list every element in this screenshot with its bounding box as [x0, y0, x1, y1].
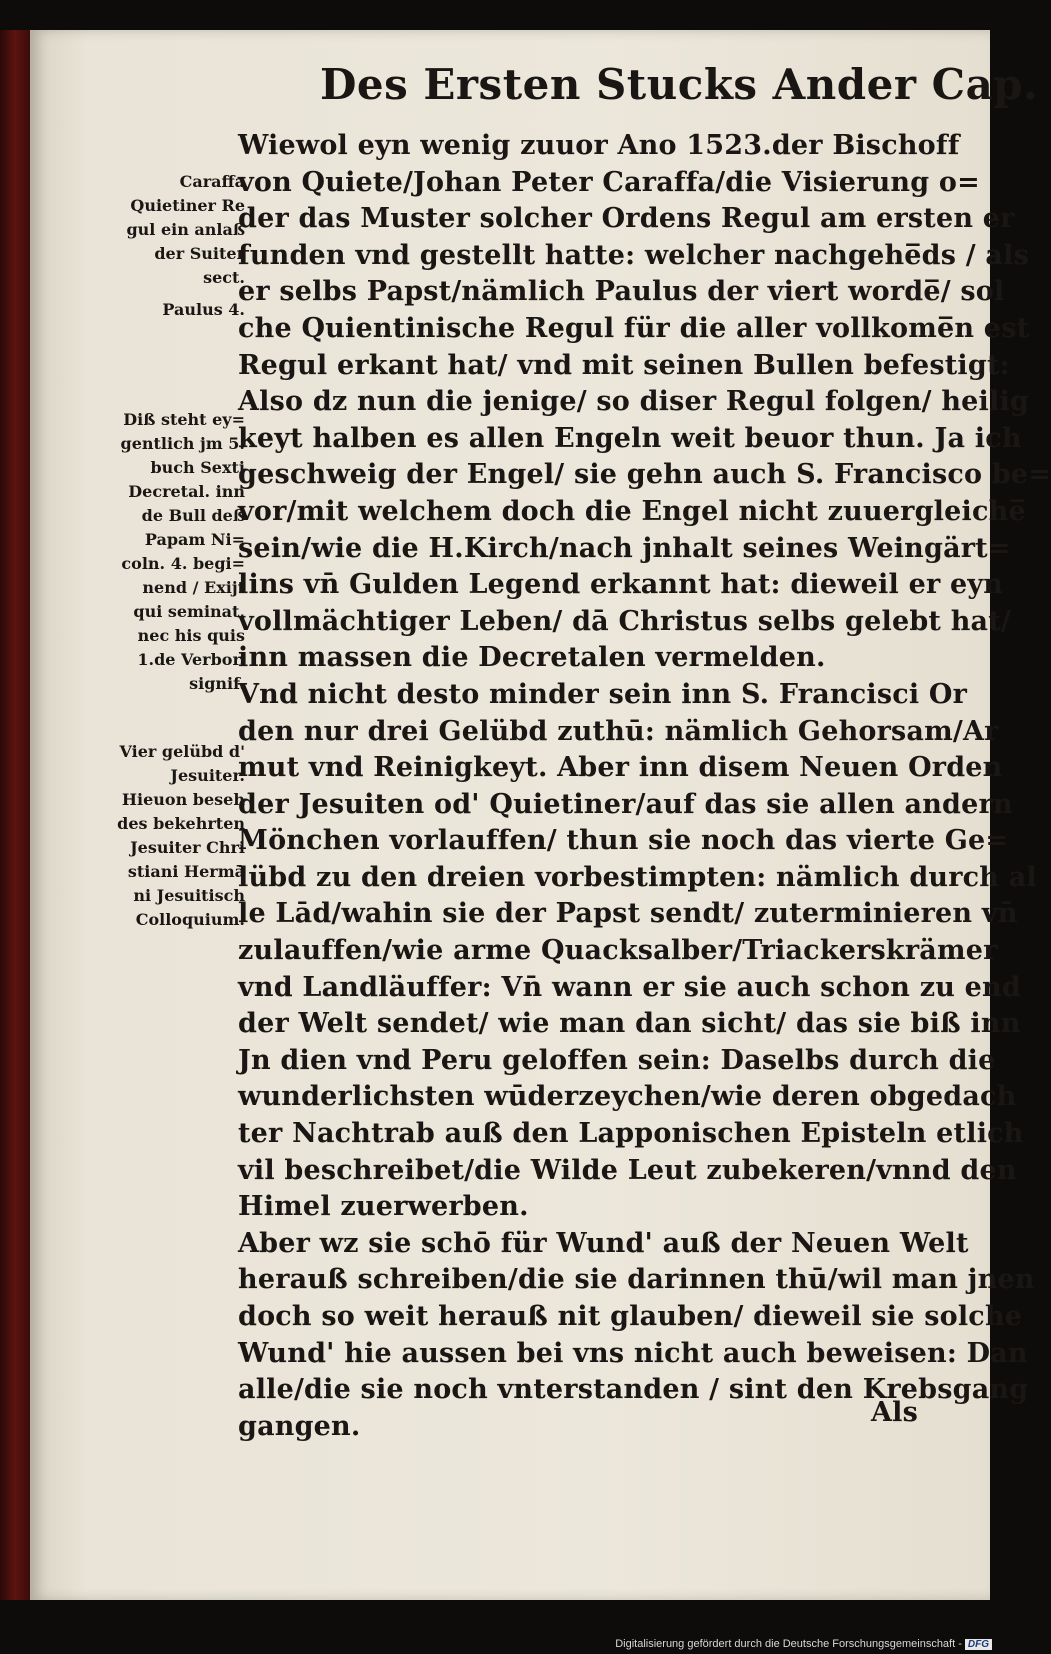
margin-note-line: der Suiter [154, 244, 245, 263]
catchword: Als [870, 1396, 918, 1428]
margin-note-line: signif. [189, 674, 245, 693]
text-line: sein/wie die H.Kirch/nach jnhalt seines Weingärt= [238, 532, 1011, 564]
text-line: der das Muster solcher Ordens Regul am ersten er [238, 203, 1015, 235]
text-line: che Quientinische Regul für die aller vollkome̅n est [238, 312, 1030, 344]
margin-note-line: Decretal. inn [128, 482, 245, 501]
text-line: keyt halben es allen Engeln weit beuor thun. Ja ich [238, 422, 1022, 454]
margin-note-line: buch Sexti [150, 458, 245, 477]
margin-note-line: gentlich jm 5. [120, 434, 245, 453]
margin-note-line: Hieuon beseh [121, 790, 245, 809]
text-line: Himel zuerwerben. [238, 1191, 529, 1223]
margin-note-decretal [95, 408, 245, 696]
margin-note-line: stiani Hermā [127, 862, 245, 881]
text-line: geschweig der Engel/ sie gehn auch S. Francisco be= [238, 459, 1051, 491]
text-line: den nur drei Gelübd zuthū: nämlich Gehorsam/Ar [238, 715, 999, 747]
margin-note-gelubd [95, 740, 245, 932]
text-line: vnd Landläuffer: Vn̄ wann er sie auch schon zu end [238, 971, 1021, 1003]
text-line: er selbs Papst/nämlich Paulus der viert worde̅/ sol [238, 276, 1005, 308]
margin-note-caraffa [95, 170, 245, 290]
margin-note-line: 1.de Verbor. [137, 650, 245, 669]
margin-note-line: de Bull deß [141, 506, 245, 525]
margin-note-line: gul ein anlaß [126, 220, 245, 239]
text-line: von Quiete/Johan Peter Caraffa/die Visierung o= [238, 166, 980, 198]
text-line: Wiewol eyn wenig zuuor Ano 1523.der Bischoff [238, 130, 960, 161]
text-line: Regul erkant hat/ vnd mit seinen Bullen befestigt: [238, 349, 1010, 381]
margin-note-paulus [95, 298, 245, 322]
margin-note-line: ni Jesuitisch [133, 886, 245, 905]
text-line: vor/mit welchem doch die Engel nicht zuuergleiche̅ [238, 495, 1026, 527]
margin-note-line: Quietiner Re [130, 196, 245, 215]
margin-note-line: Papam Ni= [144, 530, 245, 549]
text-line: vollmächtiger Leben/ dā Christus selbs gelebt hat/ [238, 605, 1011, 637]
margin-note-line: sect. [203, 268, 245, 287]
text-line: inn massen die Decretalen vermelden. [238, 642, 826, 674]
margin-note-line: Jesuiter Chri [130, 838, 245, 857]
dfg-logo: DFG [965, 1639, 992, 1650]
text-line: der Jesuiten od' Quietiner/auf das sie allen andern [238, 788, 1013, 820]
margin-note-line: Colloquium. [135, 910, 245, 929]
text-line: mut vnd Reinigkeyt. Aber inn disem Neuen Orden [238, 752, 1003, 784]
margin-note-line: Paulus 4. [162, 300, 245, 319]
footer-text: Digitalisierung gefördert durch die Deutsche Forschungsgemeinschaft - [615, 1638, 962, 1650]
text-line: lins vn̄ Gulden Legend erkannt hat: dieweil er eyn [238, 569, 1004, 601]
margin-note-line: nend / Exijt [142, 578, 245, 597]
text-line: Jn dien vnd Peru geloffen sein: Daselbs durch die [238, 1044, 996, 1076]
text-line: Wund' hie aussen bei vns nicht auch beweisen: Dan [238, 1337, 1028, 1369]
text-line: alle/die sie noch vnterstanden / sint den Krebsgang [238, 1374, 1029, 1406]
text-line [238, 1396, 958, 1446]
margin-note-line: nec his quis [137, 626, 245, 645]
text-line: Aber wz sie schō für Wund' auß der Neuen Welt [238, 1227, 969, 1259]
text-line: Also dz nun die jenige/ so diser Regul folgen/ heilig [238, 386, 1030, 418]
margin-note-line: Jesuiter. [170, 766, 245, 785]
main-text-block [238, 128, 1051, 1445]
text-line: zulauffen/wie arme Quacksalber/Triackerskrämer [238, 935, 998, 967]
digitization-footer [615, 1638, 992, 1650]
text-line: wunderlichsten wūderzeychen/wie deren obgedach [238, 1081, 1017, 1113]
text-line: Mönchen vorlauffen/ thun sie noch das vierte Ge= [238, 825, 1009, 857]
margin-note-line: Vier gelübd d' [119, 742, 245, 761]
running-header: Des Ersten Stucks Ander Cap. [320, 60, 1039, 109]
margin-note-line: Caraffa [179, 172, 245, 191]
margin-note-line: des bekehrten [117, 814, 245, 833]
margin-note-line: coln. 4. begi= [121, 554, 245, 573]
text-line-content: gangen. [238, 1410, 361, 1442]
text-line: le Lād/wahin sie der Papst sendt/ zuterminieren vn̄ [238, 898, 1018, 930]
text-line: herauß schreiben/die sie darinnen thū/wil man jnen [238, 1264, 1035, 1296]
text-line: lübd zu den dreien vorbestimpten: nämlich durch al [238, 861, 1037, 893]
margin-note-line: qui seminat, [133, 602, 245, 621]
text-line: vil beschreibet/die Wilde Leut zubekeren/vnnd den [238, 1154, 1017, 1186]
margin-note-line: Diß steht ey= [123, 410, 245, 429]
text-line: Vnd nicht desto minder sein inn S. Francisci Or [238, 678, 968, 710]
text-line: funden vnd gestellt hatte: welcher nachgehe̅ds / als [238, 239, 1029, 271]
book-spine-edge [0, 30, 30, 1600]
text-line: ter Nachtrab auß den Lapponischen Episteln etlich [238, 1118, 1024, 1150]
text-line: der Welt sendet/ wie man dan sicht/ das sie biß inn [238, 1008, 1021, 1040]
text-line: doch so weit herauß nit glauben/ dieweil sie solche [238, 1301, 1023, 1332]
